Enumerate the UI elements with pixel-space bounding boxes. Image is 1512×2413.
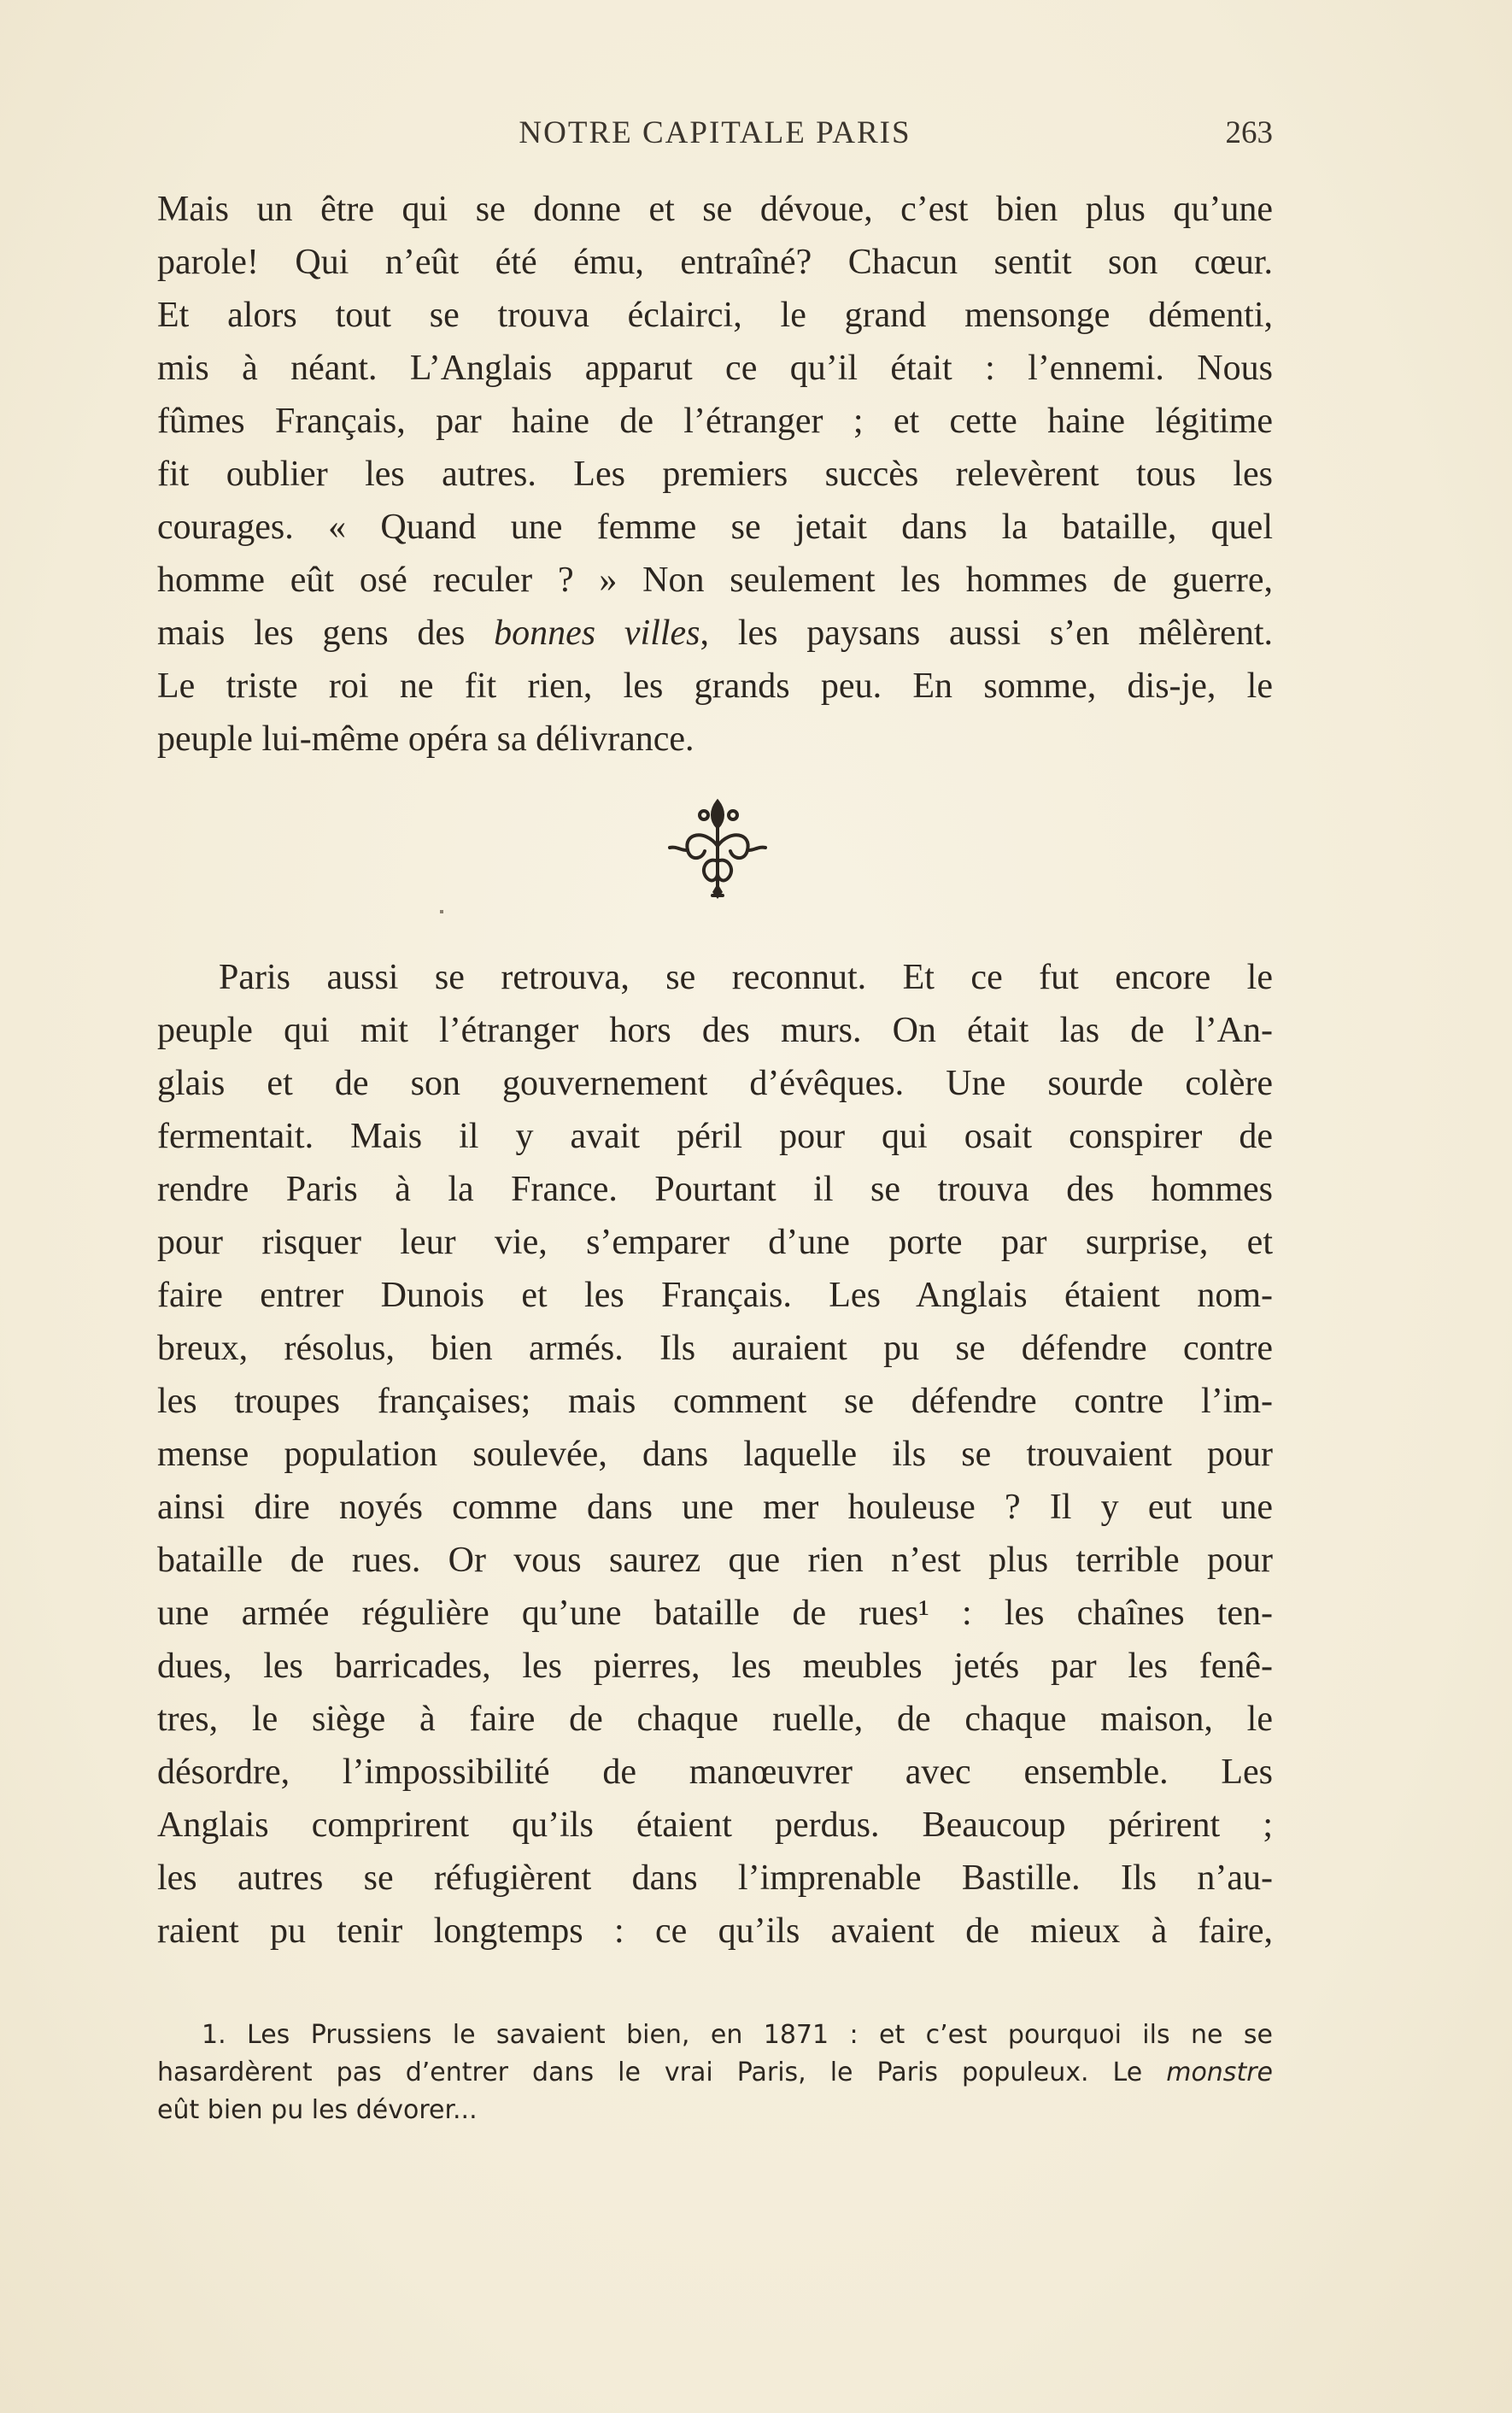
- text-line: breux, résolus, bien armés. Ils auraient pu se défendre contre: [157, 1329, 1273, 1368]
- text-line: fûmes Français, par haine de l’étranger ; et cette haine légitime: [157, 402, 1273, 441]
- paragraph-2: [157, 951, 1273, 1958]
- page-header: [157, 114, 1273, 157]
- footnote: [157, 2017, 1273, 2129]
- text-line: peuple lui-même opéra sa délivrance.: [157, 719, 694, 759]
- text-line: Et alors tout se trouva éclairci, le grand mensonge démenti,: [157, 296, 1273, 335]
- text-line: Paris aussi se retrouva, se reconnut. Et ce fut encore le: [219, 958, 1273, 997]
- paragraph-1: [157, 183, 1273, 766]
- fleuron-icon: [658, 795, 777, 906]
- text-line: pour risquer leur vie, s’emparer d’une porte par surprise, et: [157, 1223, 1273, 1262]
- text-line: raient pu tenir longtemps : ce qu’ils avaient de mieux à faire,: [157, 1911, 1273, 1951]
- footnote-line: hasardèrent pas d’entrer dans le vrai Paris, le Paris populeux. Le monstre: [157, 2058, 1273, 2087]
- text-line: Anglais comprirent qu’ils étaient perdus. Beaucoup périrent ;: [157, 1805, 1273, 1845]
- text-line: Mais un être qui se donne et se dévoue, c’est bien plus qu’une: [157, 190, 1273, 229]
- text-line: homme eût osé reculer ? » Non seulement les hommes de guerre,: [157, 561, 1273, 600]
- text-line: ainsi dire noyés comme dans une mer houleuse ? Il y eut une: [157, 1488, 1273, 1527]
- text-line: dues, les barricades, les pierres, les meubles jetés par les fenê-: [157, 1647, 1273, 1686]
- stray-mark: [440, 910, 443, 913]
- text-line: une armée régulière qu’une bataille de rues¹ : les chaînes ten-: [157, 1594, 1273, 1633]
- text-line: fermentait. Mais il y avait péril pour qui osait conspirer de: [157, 1117, 1273, 1156]
- text-line: rendre Paris à la France. Pourtant il se trouva des hommes: [157, 1170, 1273, 1209]
- text-line: Le triste roi ne fit rien, les grands peu. En somme, dis-je, le: [157, 666, 1273, 706]
- text-line: peuple qui mit l’étranger hors des murs. On était las de l’An-: [157, 1011, 1273, 1050]
- text-line: bataille de rues. Or vous saurez que rien n’est plus terrible pour: [157, 1541, 1273, 1580]
- text-line: désordre, l’impossibilité de manœuvrer avec ensemble. Les: [157, 1753, 1273, 1792]
- footnote-line: 1. Les Prussiens le savaient bien, en 1871 : et c’est pourquoi ils ne se: [202, 2020, 1273, 2050]
- text-line: mis à néant. L’Anglais apparut ce qu’il était : l’ennemi. Nous: [157, 349, 1273, 388]
- text-line: mense population soulevée, dans laquelle ils se trouvaient pour: [157, 1435, 1273, 1474]
- page-number: 263: [1225, 115, 1273, 150]
- text-line: faire entrer Dunois et les Français. Les Anglais étaient nom-: [157, 1276, 1273, 1315]
- text-line: parole! Qui n’eût été ému, entraîné? Chacun sentit son cœur.: [157, 243, 1273, 282]
- text-line: courages. « Quand une femme se jetait dans la bataille, quel: [157, 508, 1273, 547]
- running-title: NOTRE CAPITALE PARIS: [519, 115, 911, 150]
- text-line: glais et de son gouvernement d’évêques. Une sourde colère: [157, 1064, 1273, 1103]
- text-line: mais les gens des bonnes villes, les paysans aussi s’en mêlèrent.: [157, 614, 1273, 653]
- text-line: les autres se réfugièrent dans l’imprenable Bastille. Ils n’au-: [157, 1858, 1273, 1898]
- footnote-line: eût bien pu les dévorer...: [157, 2095, 478, 2125]
- text-line: fit oublier les autres. Les premiers succès relevèrent tous les: [157, 455, 1273, 494]
- text-line: tres, le siège à faire de chaque ruelle, de chaque maison, le: [157, 1700, 1273, 1739]
- text-line: les troupes françaises; mais comment se défendre contre l’im-: [157, 1382, 1273, 1421]
